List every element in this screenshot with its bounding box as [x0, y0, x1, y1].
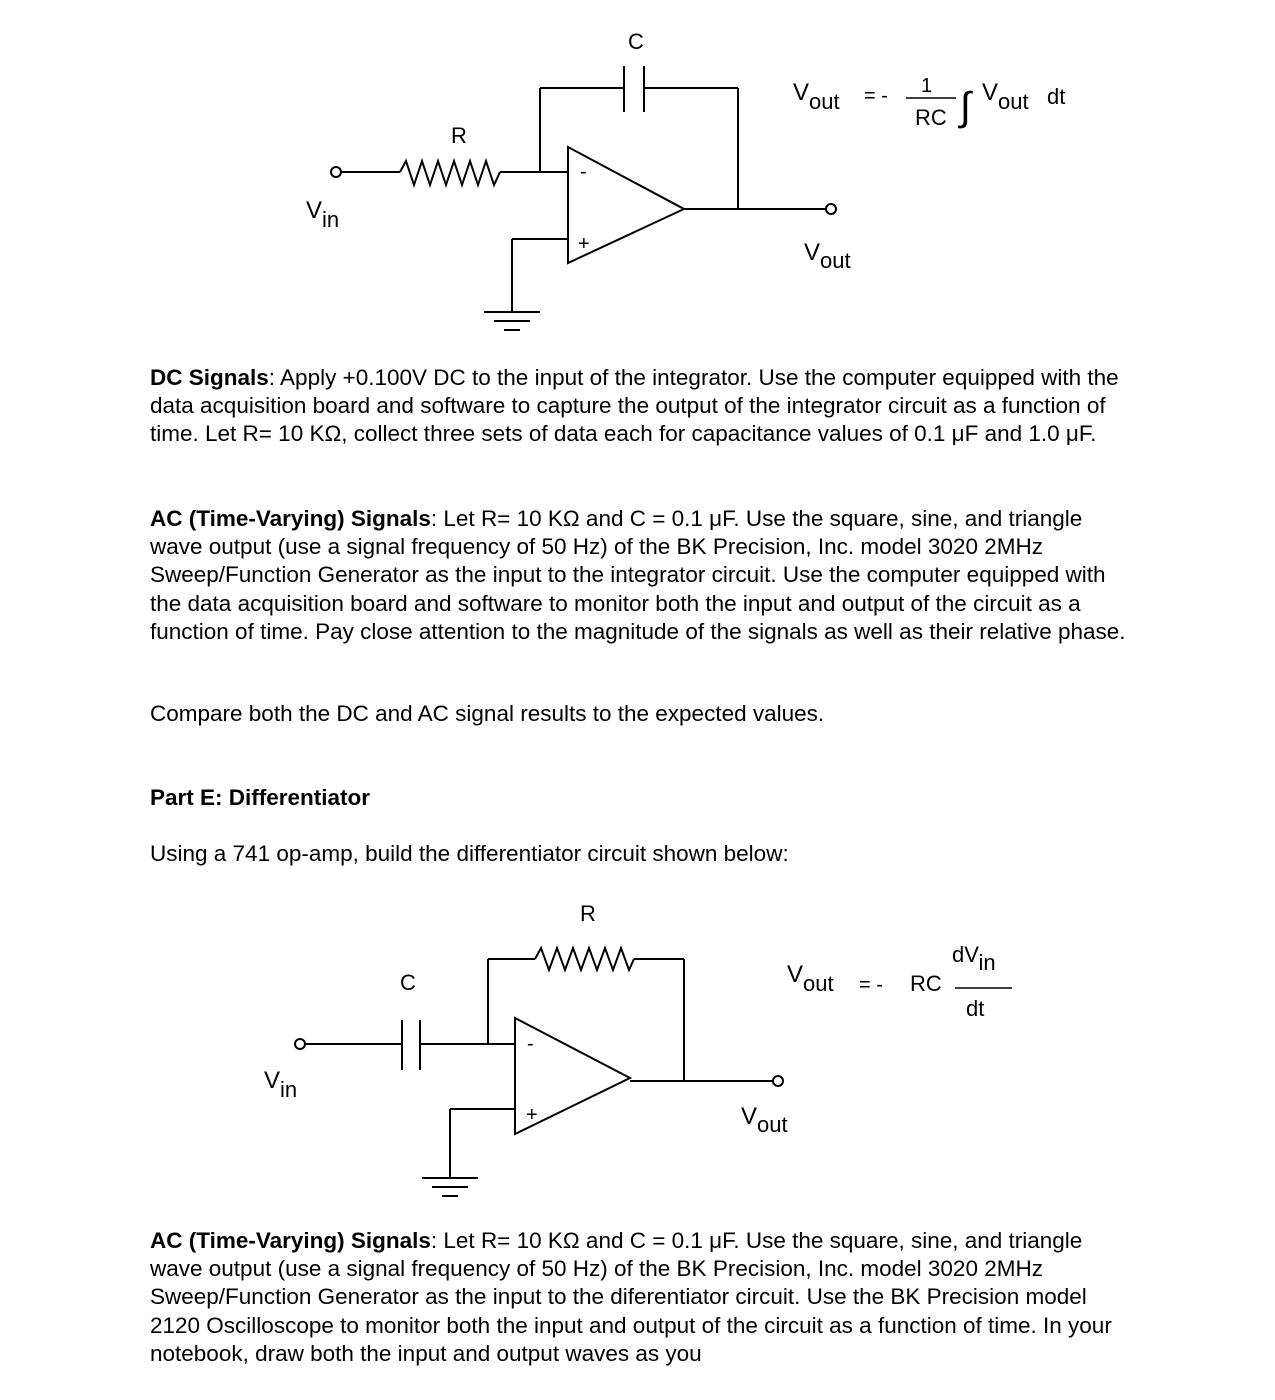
integrator-circuit-diagram [0, 0, 1275, 345]
svg-text:= -: = - [864, 85, 888, 107]
ground-symbol [422, 1178, 478, 1196]
noninverting-input-sign: + [578, 233, 590, 255]
resistor-label: R [580, 901, 596, 926]
differentiator-formula [787, 942, 1012, 1021]
ac-signals-differentiator-paragraph [150, 1227, 1140, 1368]
resistor-r [535, 948, 634, 970]
inverting-input-sign: - [527, 1033, 534, 1055]
differentiator-circuit-diagram [0, 890, 1275, 1220]
ac-signals-integrator-paragraph [150, 505, 1140, 646]
capacitor-label: C [400, 970, 416, 995]
dc-signals-label: DC Signals [150, 365, 269, 390]
ground-symbol [484, 312, 540, 330]
part-e-heading: Part E: Differentiator [150, 785, 371, 810]
vout-terminal [826, 204, 836, 214]
svg-text:RC: RC [910, 971, 942, 996]
svg-text:dt: dt [1047, 84, 1066, 109]
svg-text:RC: RC [915, 105, 947, 130]
svg-text:dVin: dVin [952, 942, 996, 975]
vin-terminal [295, 1039, 305, 1049]
svg-text:Vout: Vout [982, 79, 1029, 114]
svg-text:1: 1 [921, 75, 933, 97]
dc-signals-text: : Apply +0.100V DC to the input of the integrator. Use the computer equipped with the data acquisition board and software to capture the output of the integrator circuit as a function of time. Let R= 10 KΩ, collect three sets of data each for capacitance values of 0.1 μF and 1.0 μF. [150, 365, 1119, 447]
dc-signals-paragraph [150, 364, 1140, 449]
vout-terminal [773, 1076, 783, 1086]
capacitor-label: C [628, 29, 644, 54]
ac-signals-differentiator-label: AC (Time-Varying) Signals [150, 1228, 431, 1253]
svg-text:dt: dt [966, 996, 985, 1021]
vin-label: Vin [264, 1067, 298, 1102]
ac-signals-integrator-text: : Let R= 10 KΩ and C = 0.1 μF. Use the square, sine, and triangle wave output (use a signal frequency of 50 Hz) of the BK Precision, Inc. model 3020 2MHz Sweep/Function Generator as the input to the integrator circuit. Use the computer equipped with the data acquisition board and software to monitor both the input and output of the circuit as a function of time. Pay close attention to the magnitude of the signals as well as their relative phase. [150, 506, 1126, 644]
vin-label: Vin [306, 197, 340, 232]
vout-label: Vout [741, 1103, 788, 1137]
svg-text:∫: ∫ [960, 85, 971, 129]
vin-terminal [331, 167, 341, 177]
compare-paragraph: Compare both the DC and AC signal results to the expected values. [150, 701, 825, 726]
part-e-intro: Using a 741 op-amp, build the differentiator circuit shown below: [150, 841, 789, 866]
integrator-formula [793, 75, 1065, 130]
resistor-r [400, 161, 500, 185]
svg-text:Vout: Vout [787, 961, 834, 996]
vout-label: Vout [804, 239, 851, 273]
noninverting-input-sign: + [526, 1104, 538, 1126]
inverting-input-sign: - [580, 161, 587, 183]
svg-text:Vout: Vout [793, 79, 840, 114]
ac-signals-integrator-label: AC (Time-Varying) Signals [150, 506, 431, 531]
resistor-label: R [451, 123, 467, 148]
ac-signals-differentiator-text: : Let R= 10 KΩ and C = 0.1 μF. Use the square, sine, and triangle wave output (use a signal frequency of 50 Hz) of the BK Precision, Inc. model 3020 2MHz Sweep/Function Generator as the input to the diferentiator circuit. Use the BK Precision model 2120 Oscilloscope to monitor both the input and output of the circuit as a function of time. In your notebook, draw both the input and output waves as you [150, 1228, 1112, 1366]
svg-text:= -: = - [859, 974, 883, 996]
